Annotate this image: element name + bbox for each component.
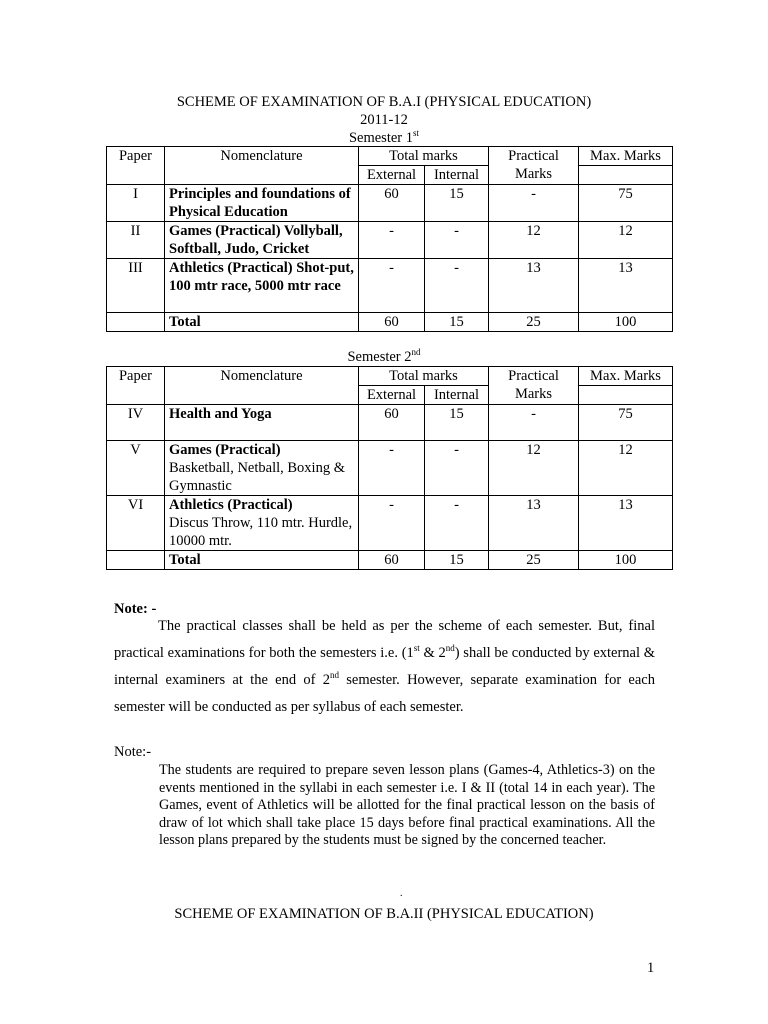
paper-number: VI	[107, 496, 165, 551]
note-1-text-4: semester. However, separate examination for each semester will be conducted as per syllabus of each semester.	[114, 672, 655, 715]
note-1-paragraph	[114, 613, 655, 721]
external-marks: -	[359, 259, 425, 313]
header-total-marks: Total marks	[359, 147, 489, 166]
header-max-blank	[579, 386, 673, 405]
max-marks: 12	[579, 441, 673, 496]
max-marks: 13	[579, 259, 673, 313]
table-row	[107, 185, 673, 222]
paper-name: Games (Practical)	[169, 442, 281, 458]
internal-marks: -	[425, 441, 489, 496]
header-nomenclature: Nomenclature	[165, 367, 359, 405]
header-total-marks: Total marks	[359, 367, 489, 386]
practical-marks: -	[489, 185, 579, 222]
stray-mark: .	[400, 888, 403, 899]
paper-number: V	[107, 441, 165, 496]
table-row	[107, 441, 673, 496]
paper-number: III	[107, 259, 165, 313]
total-practical: 25	[489, 551, 579, 570]
section-2-title: SCHEME OF EXAMINATION OF B.A.II (PHYSICAL EDUCATION)	[174, 906, 594, 922]
external-marks: 60	[359, 185, 425, 222]
header-paper: Paper	[107, 147, 165, 185]
internal-marks: -	[425, 259, 489, 313]
header-practical-line2: Marks	[514, 166, 553, 182]
header-nomenclature: Nomenclature	[165, 147, 359, 185]
page-number: 1	[647, 960, 655, 976]
total-internal: 15	[425, 313, 489, 332]
header-max-marks: Max. Marks	[579, 367, 673, 386]
paper-detail: Basketball, Netball, Boxing & Gymnastic	[169, 460, 345, 494]
table-row	[107, 496, 673, 551]
practical-marks: 13	[489, 496, 579, 551]
paper-number: I	[107, 185, 165, 222]
total-label: Total	[165, 551, 359, 570]
table-row	[107, 405, 673, 441]
practical-marks: -	[489, 405, 579, 441]
note-1-sup-2: nd	[445, 643, 455, 653]
paper-name-cell	[165, 405, 359, 441]
internal-marks: 15	[425, 405, 489, 441]
external-marks: 60	[359, 405, 425, 441]
header-max-marks: Max. Marks	[579, 147, 673, 166]
internal-marks: -	[425, 496, 489, 551]
note-1-label: Note: -	[114, 601, 157, 617]
document-title: SCHEME OF EXAMINATION OF B.A.I (PHYSICAL EDUCATION)	[176, 94, 592, 110]
semester-2-label: Semester 2	[347, 349, 412, 365]
note-1-text-2: & 2	[419, 645, 446, 661]
semester-1-sup: st	[413, 128, 420, 138]
header-practical-line2: Marks	[514, 386, 553, 402]
semester-2-table	[106, 366, 673, 570]
header-practical-marks	[489, 147, 579, 185]
header-internal: Internal	[425, 386, 489, 405]
external-marks: -	[359, 496, 425, 551]
header-practical-line1: Practical	[508, 368, 559, 384]
total-external: 60	[359, 551, 425, 570]
max-marks: 13	[579, 496, 673, 551]
total-internal: 15	[425, 551, 489, 570]
paper-name: Athletics (Practical) Shot-put, 100 mtr race, 5000 mtr race	[165, 259, 359, 313]
note-1-text-3: ) shall be conducted by external & internal examiners at the end of 2	[114, 645, 655, 688]
header-practical-marks	[489, 367, 579, 405]
academic-year: 2011-12	[360, 112, 408, 128]
total-blank	[107, 551, 165, 570]
internal-marks: -	[425, 222, 489, 259]
paper-name: Health and Yoga	[169, 406, 272, 422]
semester-1-table	[106, 146, 673, 332]
table-row	[107, 259, 673, 313]
total-practical: 25	[489, 313, 579, 332]
total-max: 100	[579, 551, 673, 570]
paper-name-cell	[165, 496, 359, 551]
paper-number: IV	[107, 405, 165, 441]
semester-1-heading	[0, 129, 768, 147]
header-external: External	[359, 166, 425, 185]
external-marks: -	[359, 441, 425, 496]
paper-name: Athletics (Practical)	[169, 497, 293, 513]
max-marks: 75	[579, 405, 673, 441]
external-marks: -	[359, 222, 425, 259]
header-paper: Paper	[107, 367, 165, 405]
practical-marks: 12	[489, 441, 579, 496]
header-practical-line1: Practical	[508, 148, 559, 164]
total-max: 100	[579, 313, 673, 332]
practical-marks: 13	[489, 259, 579, 313]
paper-number: II	[107, 222, 165, 259]
max-marks: 75	[579, 185, 673, 222]
internal-marks: 15	[425, 185, 489, 222]
total-blank	[107, 313, 165, 332]
total-label: Total	[165, 313, 359, 332]
paper-detail: Discus Throw, 110 mtr. Hurdle, 10000 mtr.	[169, 515, 353, 549]
note-1-text-1: The practical classes shall be held as per the scheme of each semester. But, final practical examinations for both the semesters i.e. (1	[114, 618, 655, 661]
note-1-sup-1: st	[413, 643, 420, 653]
max-marks: 12	[579, 222, 673, 259]
semester-1-label: Semester 1	[348, 130, 413, 146]
total-external: 60	[359, 313, 425, 332]
header-internal: Internal	[425, 166, 489, 185]
table-row	[107, 222, 673, 259]
note-2-paragraph: The students are required to prepare seven lesson plans (Games-4, Athletics-3) on the events mentioned in the syllabi in each semester i.e. I & II (total 14 in each year). The Games, event of Athletics will be allotted for the final practical lesson on the basis of draw of lot which shall take place 15 days before final practical examinations. All the lesson plans prepared by the students must be signed by the concerned teacher.	[159, 762, 655, 848]
practical-marks: 12	[489, 222, 579, 259]
header-max-blank	[579, 166, 673, 185]
total-row	[107, 551, 673, 570]
note-2-label: Note:-	[114, 744, 152, 760]
paper-name: Principles and foundations of Physical Education	[165, 185, 359, 222]
semester-2-heading	[0, 348, 768, 366]
semester-2-sup: nd	[411, 347, 421, 357]
paper-name-cell	[165, 441, 359, 496]
total-row	[107, 313, 673, 332]
note-1-sup-3: nd	[329, 670, 339, 680]
paper-name: Games (Practical) Vollyball, Softball, Judo, Cricket	[165, 222, 359, 259]
header-external: External	[359, 386, 425, 405]
